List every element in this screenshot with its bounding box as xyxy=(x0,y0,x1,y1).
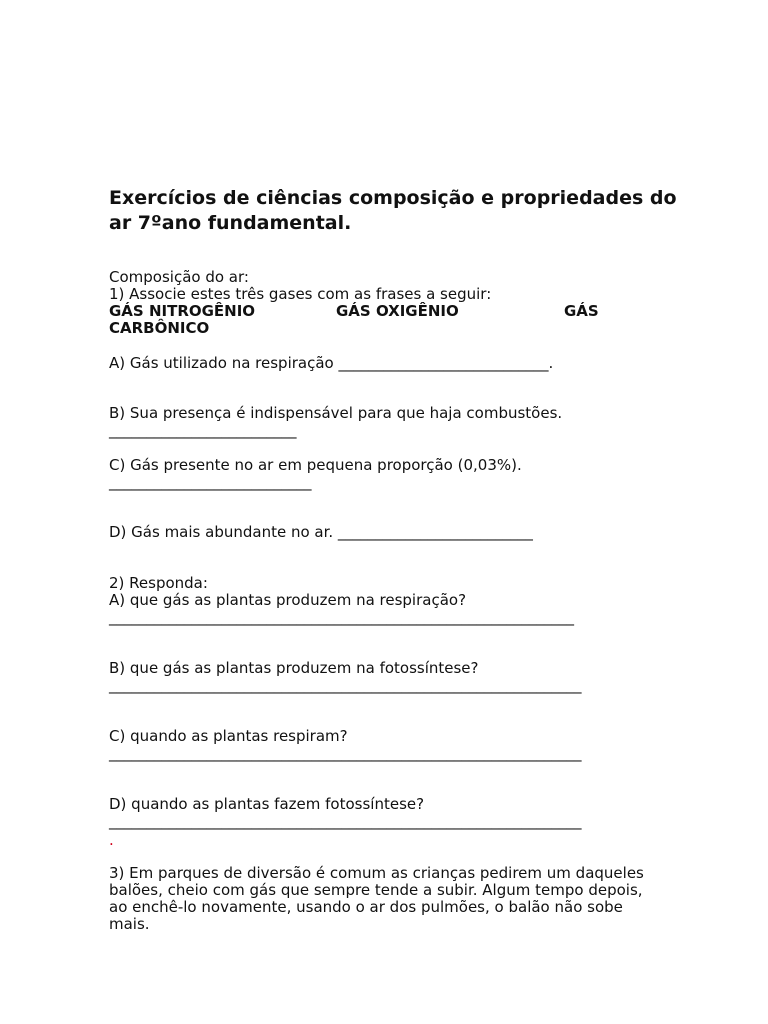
question-3-line-3: ao enchê-lo novamente, usando o ar dos pulmões, o balão não sobe xyxy=(109,898,623,916)
gas-option-nitrogen: GÁS NITROGÊNIO xyxy=(109,302,256,320)
question-3-line-2: balões, cheio com gás que sempre tende a subir. Algum tempo depois, xyxy=(109,881,643,899)
q1-item-b-answer-line: _________________________ xyxy=(109,421,297,439)
q2-item-b-answer-line: _______________________________________________________________ xyxy=(109,676,582,694)
gas-option-carbon-dioxide-part-1: GÁS xyxy=(564,302,599,320)
section-heading: Composição do ar: xyxy=(109,268,249,286)
question-3-line-1: 3) Em parques de diversão é comum as crianças pedirem um daqueles xyxy=(109,864,644,882)
q2-item-c-answer-line: _______________________________________________________________ xyxy=(109,744,582,762)
q2-item-b: B) que gás as plantas produzem na fotossíntese? xyxy=(109,659,479,677)
question-2-prompt: 2) Responda: xyxy=(109,574,208,592)
q2-item-d-answer-line: _______________________________________________________________ xyxy=(109,812,582,830)
question-3-line-4: mais. xyxy=(109,915,150,933)
q2-item-a-answer-line: ______________________________________________________________ xyxy=(109,608,574,626)
document-title-line-1: Exercícios de ciências composição e propriedades do xyxy=(109,187,677,209)
q1-item-b: B) Sua presença é indispensável para que haja combustões. xyxy=(109,404,563,422)
q1-item-d: D) Gás mais abundante no ar. __________________________ xyxy=(109,523,533,541)
q2-item-d: D) quando as plantas fazem fotossíntese? xyxy=(109,795,425,813)
question-1-prompt: 1) Associe estes três gases com as frases a seguir: xyxy=(109,285,492,303)
document-title-line-2: ar 7ºano fundamental. xyxy=(109,212,352,234)
q1-item-c-answer-line: ___________________________ xyxy=(109,473,312,491)
gas-option-carbon-dioxide-part-2: CARBÔNICO xyxy=(109,319,210,337)
red-dot-mark: . xyxy=(109,831,114,849)
gas-option-oxygen: GÁS OXIGÊNIO xyxy=(336,302,459,320)
q1-item-c: C) Gás presente no ar em pequena proporção (0,03%). xyxy=(109,456,522,474)
q2-item-c: C) quando as plantas respiram? xyxy=(109,727,348,745)
q2-item-a: A) que gás as plantas produzem na respiração? xyxy=(109,591,467,609)
q1-item-a: A) Gás utilizado na respiração ____________________________. xyxy=(109,354,554,372)
